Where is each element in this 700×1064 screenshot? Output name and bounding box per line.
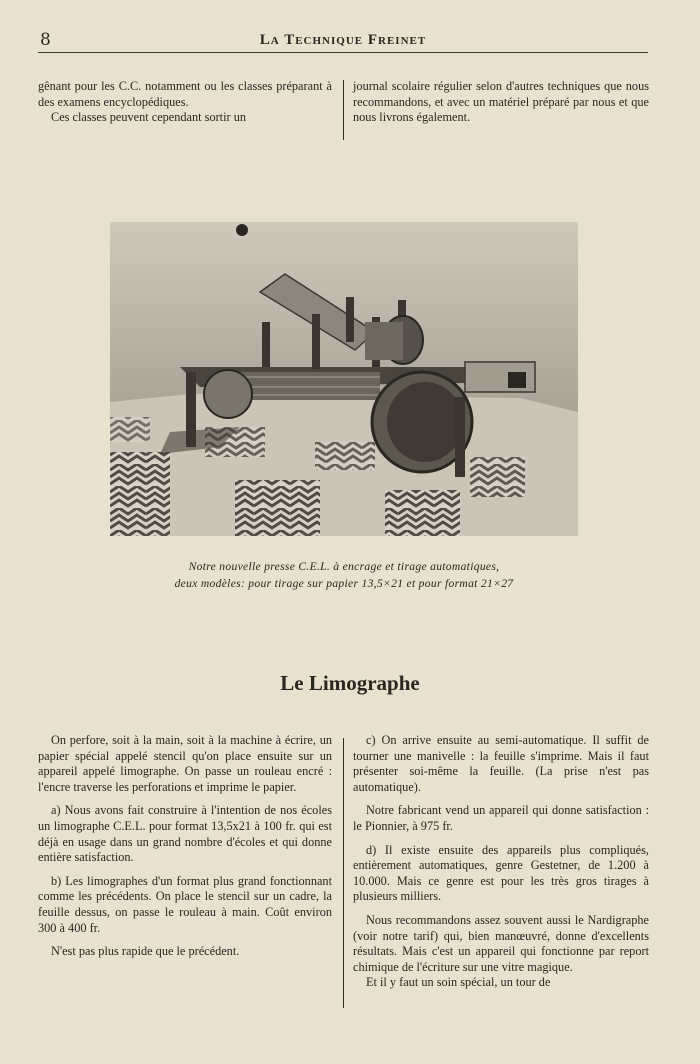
press-photograph	[110, 222, 578, 536]
article-right-column	[353, 733, 649, 991]
paragraph: Nous recommandons assez souvent aussi le Nardigraphe (voir notre tarif) qui, bien manœuvré, donne d'excellents résultats. Mais c'est un appareil qui fonctionne par report chimique de l'écriture sur une vitre magique.	[353, 912, 649, 974]
paragraph: Notre fabricant vend un appareil qui donne satisfaction : le Pionnier, à 975 fr.	[353, 803, 649, 833]
top-right-column	[353, 79, 649, 126]
page-header	[38, 28, 648, 53]
paragraph: Ces classes peuvent cependant sortir un	[51, 110, 246, 125]
running-title: La Technique Freinet	[259, 32, 427, 48]
paragraph: gênant pour les C.C. notamment ou les classes préparant à des examens encyclopédiques.	[38, 79, 332, 109]
paragraph: journal scolaire régulier selon d'autres techniques que nous recommandons, et avec un matériel préparé par nous et que nous livrons également.	[353, 79, 649, 125]
page-number: 8	[40, 30, 51, 50]
top-left-column	[38, 79, 332, 126]
caption-line: deux modèles: pour tirage sur papier 13,5×21 et pour format 21×27	[174, 577, 514, 590]
figure-caption	[110, 558, 578, 592]
column-divider	[343, 738, 344, 1008]
paragraph: b) Les limographes d'un format plus grand fonctionnant comme les précédents. On place le stencil sur un cadre, la feuille dessus, on passe le rouleau à main. Coût environ 300 à 400 fr.	[38, 873, 332, 935]
column-divider	[343, 80, 344, 140]
paragraph: a) Nous avons fait construire à l'intention de nos écoles un limographe C.E.L. pour format 13,5x21 à 100 fr. qui est déjà en usage dans un grand nombre d'écoles et qui donne entière satisfaction.	[38, 803, 332, 865]
paragraph: On perfore, soit à la main, soit à la machine à écrire, un papier spécial appelé stencil qu'on place ensuite sur un appareil appelé limographe. On passe un rouleau encré : l'encre traverse les perforations et imprime le papier.	[38, 733, 332, 794]
paragraph: Et il y faut un soin spécial, un tour de	[366, 975, 551, 990]
article-left-column	[38, 733, 332, 960]
paragraph: d) Il existe ensuite des appareils plus compliqués, entièrement automatiques, genre Gestetner, de 1.200 à 10.000. Mais ce genre est pour les très gros tirages à plusieurs milliers.	[353, 842, 649, 904]
caption-line: Notre nouvelle presse C.E.L. à encrage et tirage automatiques,	[188, 560, 500, 573]
paragraph: c) On arrive ensuite au semi-automatique. Il suffit de tourner une manivelle : la feuille s'imprime. Mais il faut présenter soi-même la feuille. (La prise n'est pas automatique).	[353, 733, 649, 794]
article-title: Le Limographe	[280, 671, 420, 695]
paragraph: N'est pas plus rapide que le précédent.	[51, 944, 240, 959]
